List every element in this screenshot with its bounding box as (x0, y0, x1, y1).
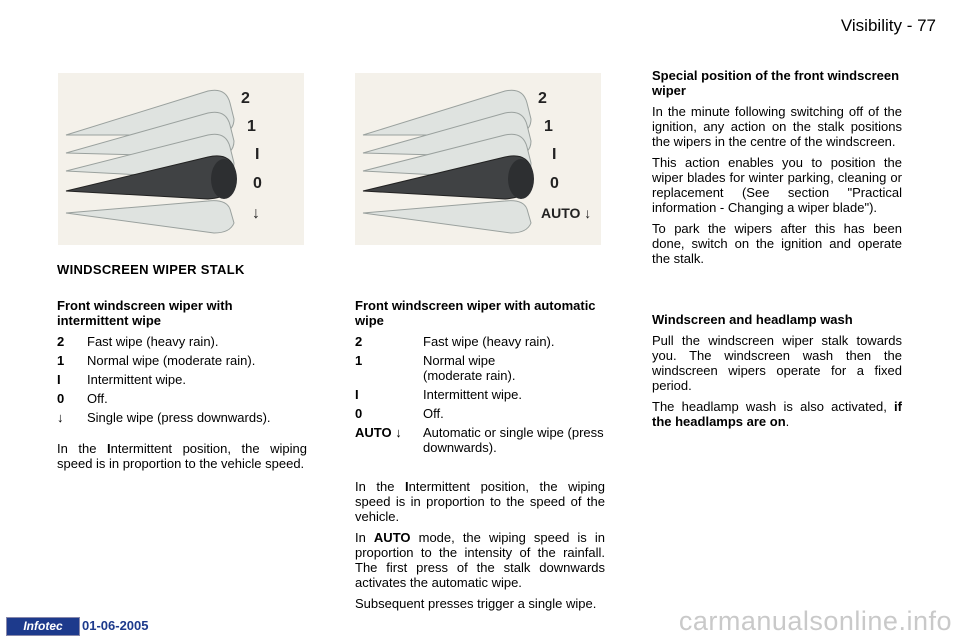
automatic-note-2: In AUTO mode, the wiping speed is in proportion to the intensity of the rainfall. The first press of the stalk downwards activates the automatic wipe. (355, 530, 605, 590)
list-item: I Intermittent wipe. (57, 372, 186, 387)
list-item: 2 Fast wipe (heavy rain). (57, 334, 219, 349)
page-title: Visibility - 77 (840, 16, 936, 35)
list-item: I Intermittent wipe. (355, 387, 522, 402)
stalk-label-0: 0 (550, 175, 559, 192)
stalk-label-auto: AUTO ↓ (541, 205, 592, 221)
wash-heading: Windscreen and headlamp wash (652, 312, 853, 327)
list-item: 0 Off. (355, 406, 444, 421)
intermittent-wipe-section (57, 298, 307, 477)
special-paragraph: In the minute following switching off of the ignition, any action on the stalk positions the wipers in the centre of the windscreen. (652, 104, 902, 149)
stalk-label-1: 1 (544, 118, 553, 135)
wash-paragraph: The headlamp wash is also activated, if the headlamps are on. (652, 399, 902, 429)
publication-date: 01-06-2005 (82, 618, 149, 633)
infotec-logo: Infotec (6, 617, 80, 636)
wiper-stalk-illustration-right (355, 73, 601, 245)
stalk-label-0: 0 (253, 175, 262, 192)
intermittent-heading: Front windscreen wiper with intermittent wipe (57, 298, 233, 328)
special-paragraph: This action enables you to position the wiper blades for winter parking, cleaning or replacement (See section "Practical information - Changing a wiper blade"). (652, 155, 902, 215)
automatic-note-1: In the Intermittent position, the wiping speed is in proportion to the speed of the vehicle. (355, 479, 605, 524)
special-heading: Special position of the front windscreen wiper (652, 68, 900, 98)
stalk-label-2: 2 (241, 90, 250, 107)
automatic-wipe-section (355, 298, 605, 617)
stalk-label-down: ↓ (252, 205, 260, 222)
section-title: WINDSCREEN WIPER STALK (57, 262, 245, 277)
wiper-stalk-drawing (58, 73, 304, 245)
wiper-stalk-illustration-left (58, 73, 304, 245)
list-item: ↓ Single wipe (press downwards). (57, 410, 271, 425)
watermark: carmanualsonline.info (678, 606, 952, 636)
intermittent-note: In the Intermittent position, the wiping speed is in proportion to the vehicle speed. (57, 441, 307, 471)
list-item: AUTO ↓ Automatic or single wipe (press downwards). (355, 425, 604, 455)
list-item: 1 Normal wipe (moderate rain). (57, 353, 256, 368)
stalk-label-i: I (552, 146, 557, 163)
stalk-label-1: 1 (247, 118, 256, 135)
stalk-label-i: I (255, 146, 260, 163)
list-item: 1 Normal wipe (moderate rain). (355, 353, 516, 383)
automatic-note-3: Subsequent presses trigger a single wipe. (355, 596, 597, 611)
special-position-section (652, 68, 902, 272)
wash-paragraph: Pull the windscreen wiper stalk towards you. The windscreen wash then the windscreen wipers operate for a fixed period. (652, 333, 902, 393)
stalk-label-2: 2 (538, 90, 547, 107)
list-item: 0 Off. (57, 391, 108, 406)
special-paragraph: To park the wipers after this has been done, switch on the ignition and operate the stalk. (652, 221, 902, 266)
wash-section (652, 312, 902, 435)
automatic-heading: Front windscreen wiper with automatic wipe (355, 298, 596, 328)
wiper-stalk-auto-drawing (355, 73, 601, 245)
list-item: 2 Fast wipe (heavy rain). (355, 334, 555, 349)
